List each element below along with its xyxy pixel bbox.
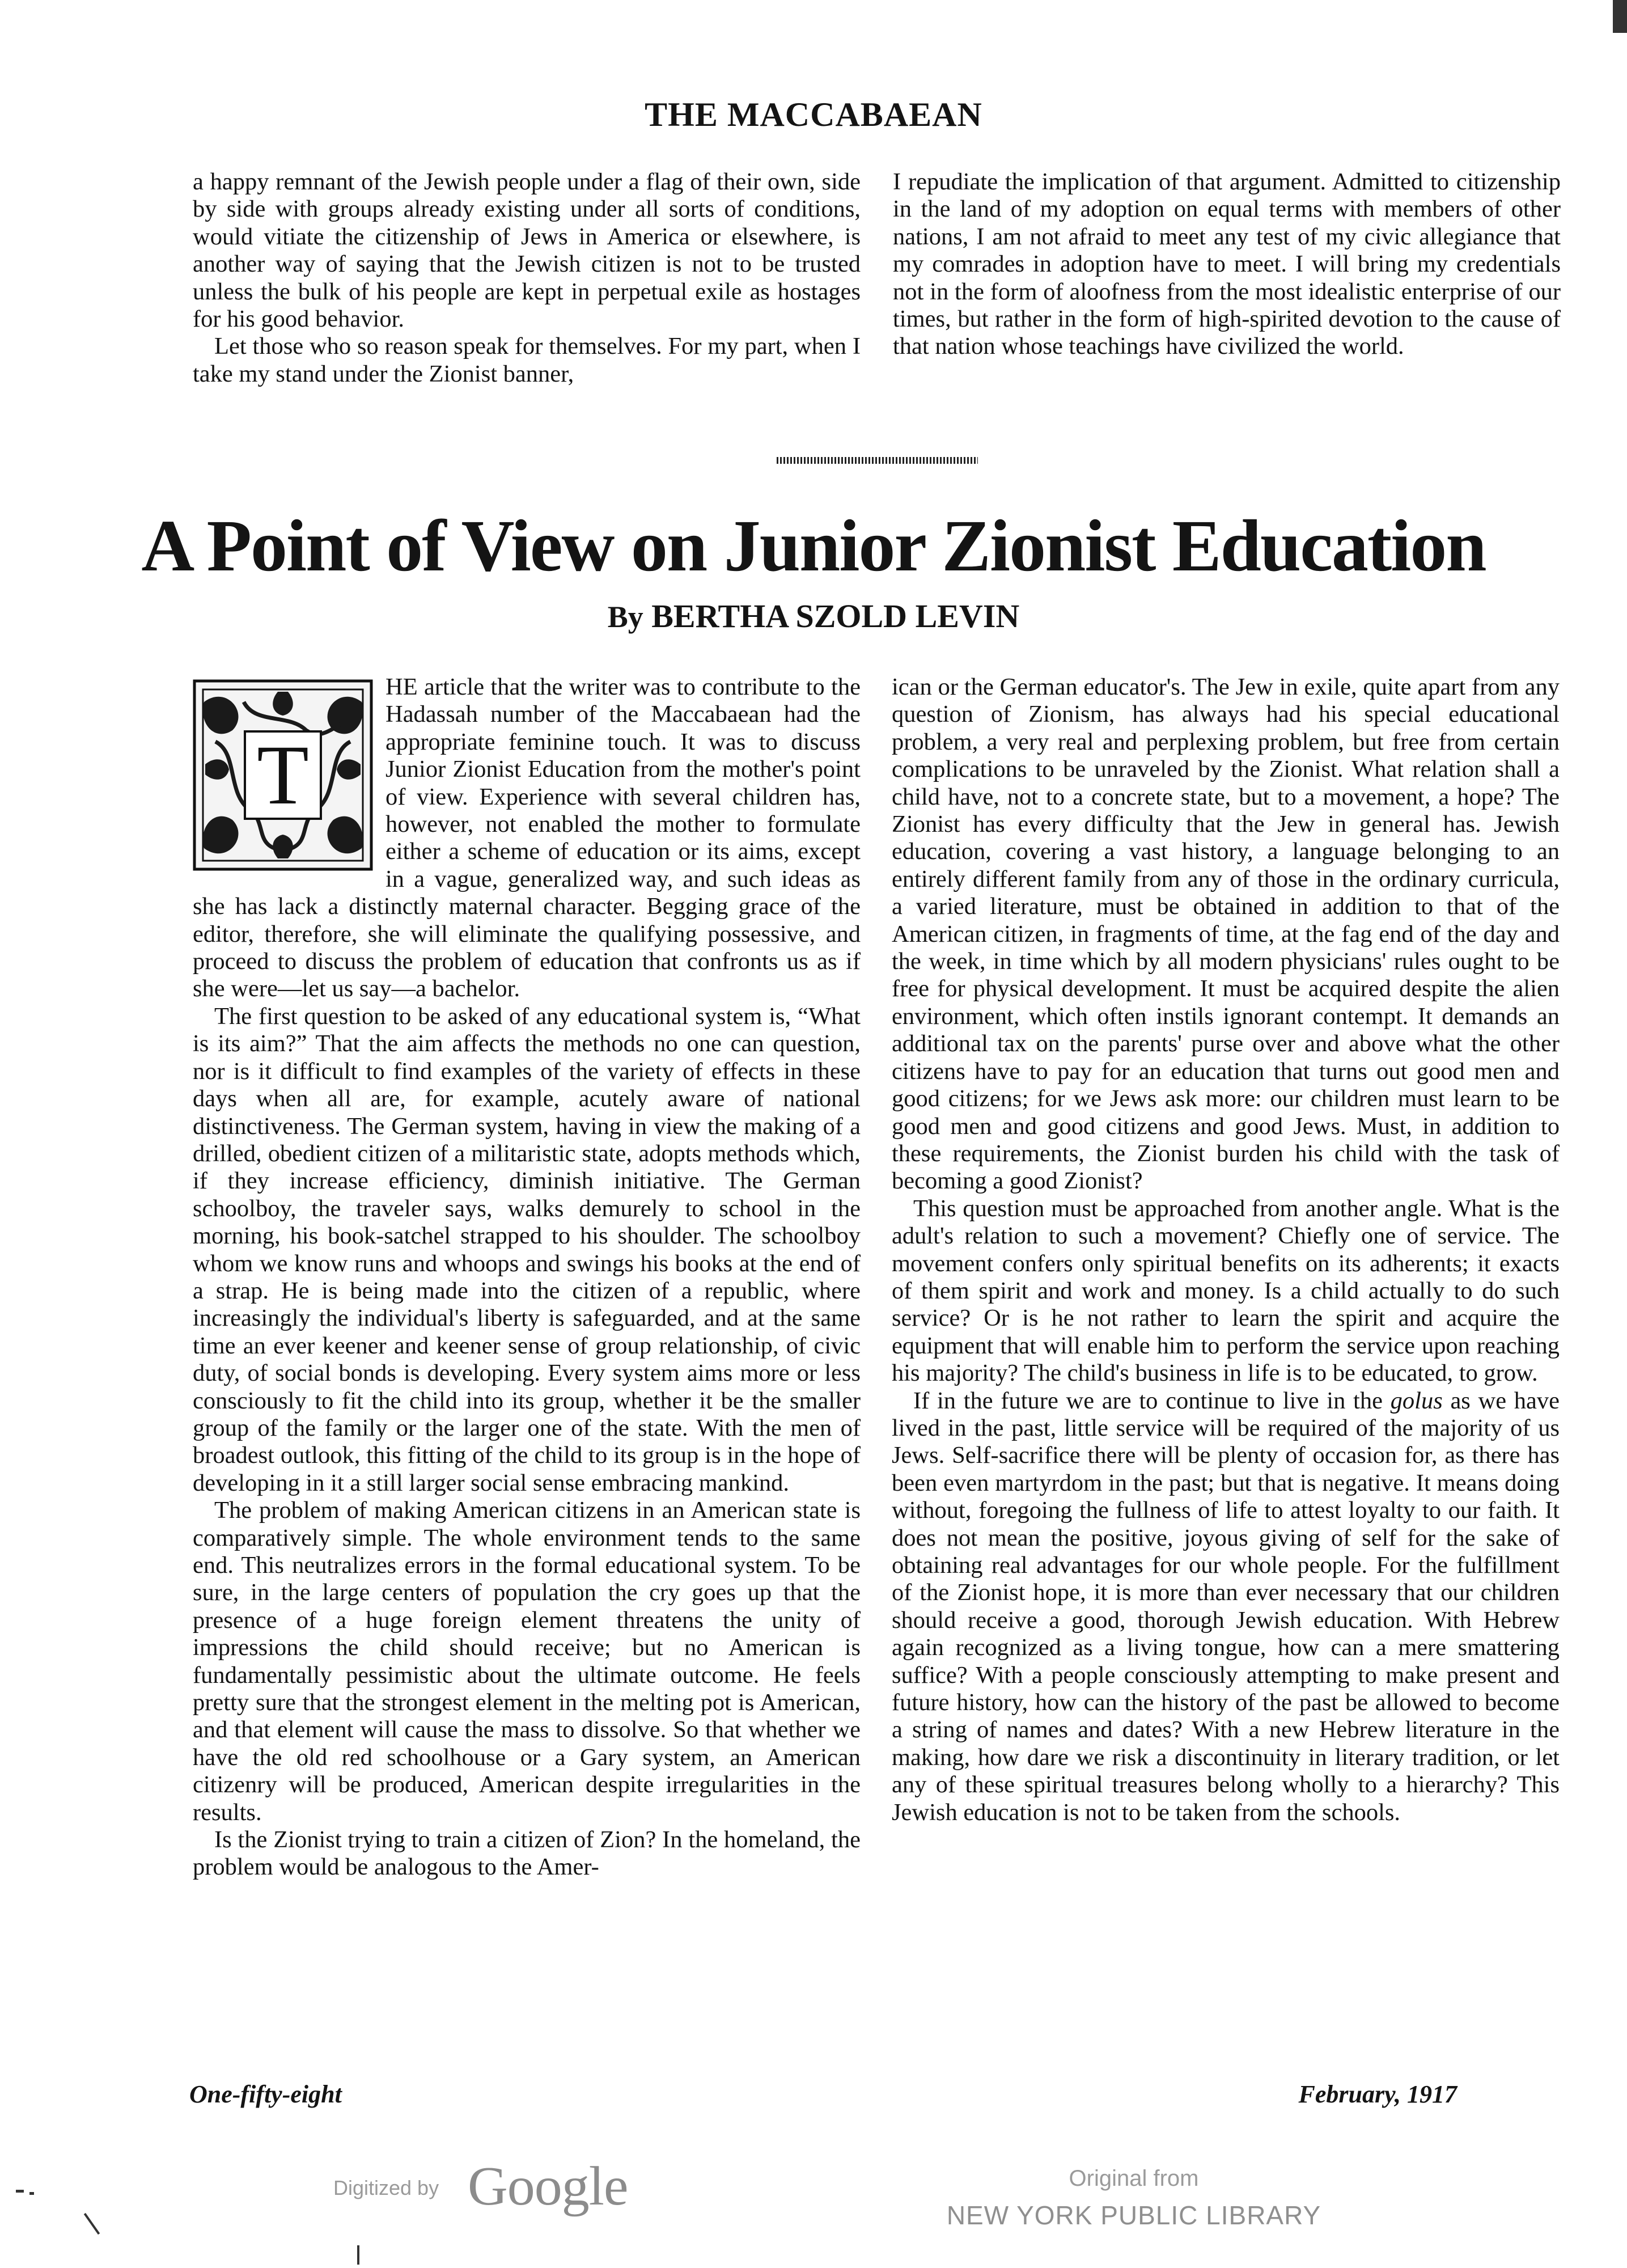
- library-name: NEW YORK PUBLIC LIBRARY: [946, 2201, 1321, 2230]
- google-wordmark: Google: [468, 2156, 628, 2217]
- scan-edge-mark: [1613, 0, 1627, 33]
- opening-paragraph: HE article that the writer was to contribute to the Hadassah number of the Maccabaean had the appropriate feminine touch. It was to discuss Junior Zionist Education from the mother's point of view. Experience with several children has, however, not enabled the mother to formulate either a scheme of education or its aims, except in a vague, generalized way, and such ideas as she has lack a distinctly maternal character. Begging grace of the editor, therefore, she will eliminate the qualifying possessive, and proceed to discuss the problem of education that confronts us as if she were—let us say—a bachelor.: [193, 674, 861, 1002]
- scan-speck: [16, 2190, 24, 2193]
- text-run: as we have lived in the past, little service will be required of the majority of us Jews. Self-sacrifice there will be plenty of occasion for, as there has been even martyrdom in the past; but that is negative. It means doing without, foregoing the fullness of life to attest loyalty to our faith. It does not mean the positive, joyous giving of self for the sake of obtaining real advantages for our whole people. For the fulfillment of the Zionist hope, it is more than ever necessary that our children should receive a good, thorough Jewish education. With Hebrew again recognized as a living tongue, how can a mere smattering suffice? With a people consciously attempting to make present and future history, how can the history of the past be allowed to become a string of names and dates? With a new Hebrew literature in the making, how dare we risk a discontinuity in literary tradition, or let any of these spiritual treasures belong wholly to a hierarchy? This Jewish education is not to be taken from the schools.: [892, 1387, 1560, 1826]
- paragraph: Is the Zionist trying to train a citizen of Zion? In the homeland, the problem would be analogous to the Amer-: [193, 1826, 861, 1881]
- text-run: If in the future we are to continue to live in the: [913, 1387, 1391, 1414]
- scan-speck: [357, 2245, 359, 2265]
- paragraph: This question must be approached from another angle. What is the adult's relation to such a movement? Chiefly one of service. The movement confers only spiritual benefits on its adherents; it exacts of them spirit and work and money. Is a child actually to do such service? Or is he not rather to learn the spirit and acquire the equipment that will enable him to perform the service upon reaching his majority? The child's business in life is to be educated, to grow.: [892, 1195, 1560, 1387]
- paragraph: a happy remnant of the Jewish people under a flag of their own, side by side with groups already existing under all sorts of conditions, would vitiate the citizenship of Jews in America or elsewhere, is another way of saying that the Jewish citizen is not to be trusted unless the bulk of his people are kept in perpetual exile as hostages for his good behavior.: [193, 168, 861, 333]
- author-name: BERTHA SZOLD LEVIN: [651, 598, 1020, 634]
- byline: [0, 596, 1627, 637]
- paragraph: Let those who so reason speak for themselves. For my part, when I take my stand under the Zionist banner,: [193, 333, 861, 387]
- paragraph: The problem of making American citizens in an American state is comparatively simple. The whole environment tends to the same end. This neutralizes errors in the formal educational system. To be sure, in the large centers of population the cry goes up that the presence of a huge foreign element threatens the unity of impressions the child should receive; but no American is fundamentally pessimistic about the ultimate outcome. He feels pretty sure that the strongest element in the melting pot is American, and that element will cause the mass to dissolve. So that whether we have the old red schoolhouse or a Gary system, an American citizenry will be produced, American despite irregularities in the results.: [193, 1497, 861, 1826]
- digitized-by-label: Digitized by: [333, 2176, 439, 2199]
- ornamental-drop-cap: [193, 679, 373, 871]
- page-folio: One-fifty-eight: [189, 2080, 342, 2108]
- byline-prefix: By: [607, 600, 643, 634]
- section-divider: [777, 457, 978, 464]
- article-title: A Point of View on Junior Zionist Education: [141, 505, 1486, 587]
- scan-speck: [29, 2192, 34, 2195]
- continued-text-left-column: [193, 168, 861, 388]
- paragraph: I repudiate the implication of that argument. Admitted to citizenship in the land of my adoption on equal terms with members of other nations, I am not afraid to meet any test of my civic allegiance that my comrades in adoption have to meet. I will bring my credentials not in the form of aloofness from the most idealistic enterprise of our times, but rather in the form of high-spirited devotion to the cause of that nation whose teachings have civilized the world.: [893, 168, 1561, 360]
- article-right-column: [892, 674, 1560, 1826]
- paragraph: [892, 1387, 1560, 1827]
- issue-date: February, 1917: [1298, 2080, 1457, 2108]
- drop-cap-letter: T: [257, 727, 309, 822]
- article-left-column: [193, 674, 861, 1881]
- paragraph: ican or the German educator's. The Jew in exile, quite apart from any question of Zionism, has always had his special educational problem, a very real and perplexing problem, but free from certain complications to be unraveled by the Zionist. What relation shall a child have, not to a concrete state, but to a movement, a hope? The Zionist has every difficulty that the Jew in general has. Jewish education, covering a vast history, a language belonging to an entirely different family from any of those in the ordinary curricula, a varied literature, must be obtained in addition to that of the American citizen, in fragments of time, at the fag end of the day and the week, in time which by all modern physicians' rules ought to be free for physical development. It must be acquired despite the alien environment, which often instils ignorant contempt. It demands an additional tax on the parents' purse over and above what the other citizens have to pay for an education that turns out good men and good citizens; for we Jews ask more: our children must learn to be good men and good citizens and good Jews. Must, in addition to these requirements, the Zionist burden his child with the task of becoming a good Zionist?: [892, 674, 1560, 1195]
- italic-term: golus: [1390, 1387, 1443, 1414]
- continued-text-right-column: [893, 168, 1561, 361]
- running-head: THE MACCABAEAN: [645, 96, 982, 133]
- original-from-label: Original from: [1069, 2166, 1199, 2191]
- paragraph: The first question to be asked of any educational system is, “What is its aim?” That the aim affects the methods no one can question, nor is it difficult to find examples of the variety of effects in these days when all are, for example, acutely aware of national distinctiveness. The German system, having in view the making of a drilled, obedient citizen of a militaristic state, adopts methods which, if they increase efficiency, diminish initiative. The German schoolboy, the traveler says, walks demurely to school in the morning, his book-satchel strapped to his shoulder. The schoolboy whom we know runs and whoops and swings his books at the end of a strap. He is being made into the citizen of a republic, where increasingly the individual's liberty is safeguarded, and at the same time an ever keener and keener sense of group relationship, of civic duty, of social bonds is developing. Every system aims more or less consciously to fit the child into its group, whether it be the smaller group of the family or the larger one of the state. With the men of broadest outlook, this fitting of the child to its group is in the hope of developing in it a still larger social sense embracing mankind.: [193, 1002, 861, 1496]
- scan-speck: [84, 2213, 100, 2235]
